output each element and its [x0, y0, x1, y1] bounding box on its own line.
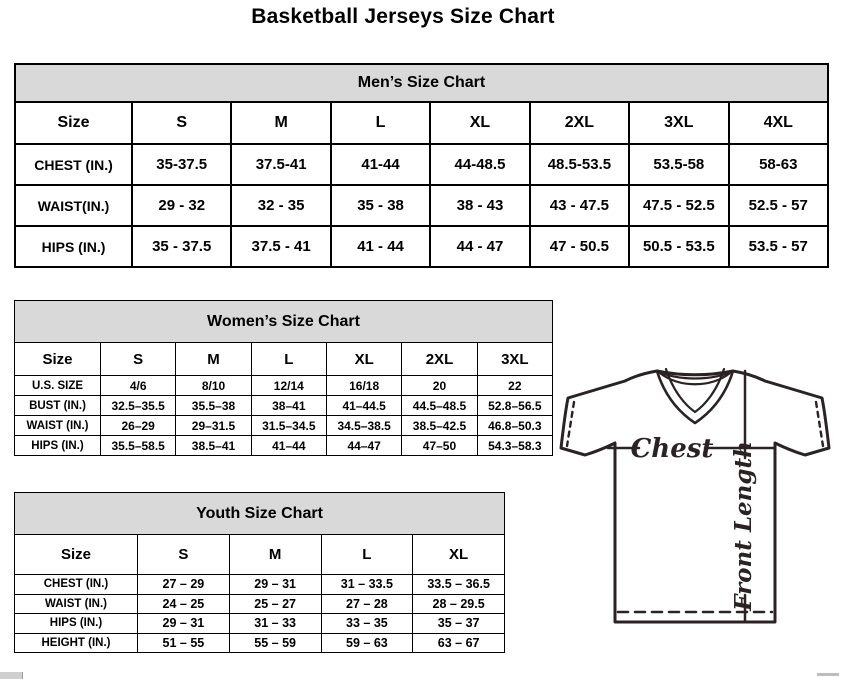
row-label: CHEST (IN.)	[15, 144, 132, 185]
size-column-header: XL	[430, 102, 529, 144]
bottom-left-ui-fragment	[0, 672, 23, 679]
size-column-header: 4XL	[729, 102, 828, 144]
size-value-cell: 58-63	[729, 144, 828, 185]
size-value-cell: 44 - 47	[430, 226, 529, 267]
size-column-header: S	[138, 535, 230, 575]
size-header-cell: Size	[15, 535, 138, 575]
size-value-cell: 29 – 31	[229, 575, 321, 595]
size-value-cell: 31.5–34.5	[251, 416, 326, 436]
size-column-header: L	[251, 343, 326, 376]
size-value-cell: 25 – 27	[229, 594, 321, 614]
size-column-header: M	[176, 343, 251, 376]
table-row	[15, 614, 505, 634]
size-value-cell: 47.5 - 52.5	[629, 185, 728, 226]
size-value-cell: 44–47	[326, 436, 401, 456]
size-value-cell: 27 – 28	[321, 594, 413, 614]
size-value-cell: 55 – 59	[229, 633, 321, 653]
youth-size-table	[14, 492, 505, 653]
row-label: U.S. SIZE	[15, 376, 101, 396]
row-label: HEIGHT (IN.)	[15, 633, 138, 653]
table-title-row	[15, 301, 553, 343]
size-value-cell: 16/18	[326, 376, 401, 396]
size-value-cell: 35.5–38	[176, 396, 251, 416]
size-value-cell: 48.5-53.5	[530, 144, 629, 185]
size-value-cell: 35 - 37.5	[132, 226, 231, 267]
row-label: WAIST (IN.)	[15, 594, 138, 614]
row-label: HIPS (IN.)	[15, 226, 132, 267]
size-value-cell: 38.5–42.5	[402, 416, 477, 436]
size-column-header: L	[331, 102, 430, 144]
size-value-cell: 53.5-58	[629, 144, 728, 185]
size-value-cell: 35 – 37	[413, 614, 505, 634]
table-row	[15, 144, 828, 185]
size-value-cell: 50.5 - 53.5	[629, 226, 728, 267]
size-value-cell: 12/14	[251, 376, 326, 396]
table-row	[15, 185, 828, 226]
size-column-header: M	[229, 535, 321, 575]
size-value-cell: 38 - 43	[430, 185, 529, 226]
size-column-header: 3XL	[629, 102, 728, 144]
table-title: Men’s Size Chart	[15, 64, 828, 102]
size-value-cell: 53.5 - 57	[729, 226, 828, 267]
table-row	[15, 376, 553, 396]
size-value-cell: 29 – 31	[138, 614, 230, 634]
size-value-cell: 47 - 50.5	[530, 226, 629, 267]
row-label: WAIST(IN.)	[15, 185, 132, 226]
size-column-header: S	[101, 343, 176, 376]
size-column-header: M	[231, 102, 330, 144]
row-label: HIPS (IN.)	[15, 436, 101, 456]
jersey-measurement-diagram	[545, 355, 843, 635]
table-row	[15, 416, 553, 436]
size-value-cell: 24 – 25	[138, 594, 230, 614]
size-column-header: 2XL	[530, 102, 629, 144]
size-column-header: 3XL	[477, 343, 552, 376]
column-header-row	[15, 535, 505, 575]
chest-label: Chest	[630, 434, 714, 464]
size-value-cell: 51 – 55	[138, 633, 230, 653]
size-header-cell: Size	[15, 102, 132, 144]
size-value-cell: 59 – 63	[321, 633, 413, 653]
size-value-cell: 38–41	[251, 396, 326, 416]
row-label: BUST (IN.)	[15, 396, 101, 416]
table-row	[15, 633, 505, 653]
size-value-cell: 22	[477, 376, 552, 396]
front-length-label: Front Length	[730, 441, 757, 611]
size-value-cell: 44-48.5	[430, 144, 529, 185]
size-value-cell: 37.5-41	[231, 144, 330, 185]
size-value-cell: 54.3–58.3	[477, 436, 552, 456]
size-value-cell: 33.5 – 36.5	[413, 575, 505, 595]
jersey-outline	[561, 371, 829, 622]
size-column-header: 2XL	[402, 343, 477, 376]
table-row	[15, 575, 505, 595]
table-title: Youth Size Chart	[15, 493, 505, 535]
size-value-cell: 28 – 29.5	[413, 594, 505, 614]
size-header-cell: Size	[15, 343, 101, 376]
size-value-cell: 44.5–48.5	[402, 396, 477, 416]
size-value-cell: 8/10	[176, 376, 251, 396]
table-title-row	[15, 64, 828, 102]
jersey-diagram-svg	[545, 355, 843, 635]
size-value-cell: 46.8–50.3	[477, 416, 552, 436]
size-value-cell: 31 – 33	[229, 614, 321, 634]
row-label: HIPS (IN.)	[15, 614, 138, 634]
size-column-header: XL	[326, 343, 401, 376]
size-value-cell: 43 - 47.5	[530, 185, 629, 226]
size-value-cell: 29–31.5	[176, 416, 251, 436]
size-value-cell: 35-37.5	[132, 144, 231, 185]
size-value-cell: 41–44	[251, 436, 326, 456]
column-header-row	[15, 343, 553, 376]
size-value-cell: 26–29	[101, 416, 176, 436]
size-value-cell: 37.5 - 41	[231, 226, 330, 267]
table-row	[15, 436, 553, 456]
size-value-cell: 41–44.5	[326, 396, 401, 416]
size-value-cell: 4/6	[101, 376, 176, 396]
size-value-cell: 32.5–35.5	[101, 396, 176, 416]
table-row	[15, 226, 828, 267]
size-value-cell: 52.5 - 57	[729, 185, 828, 226]
size-value-cell: 20	[402, 376, 477, 396]
size-value-cell: 29 - 32	[132, 185, 231, 226]
size-value-cell: 41-44	[331, 144, 430, 185]
size-column-header: L	[321, 535, 413, 575]
size-value-cell: 41 - 44	[331, 226, 430, 267]
table-row	[15, 396, 553, 416]
mens-size-table	[14, 63, 829, 268]
bottom-right-ui-fragment	[817, 673, 839, 676]
size-value-cell: 52.8–56.5	[477, 396, 552, 416]
row-label: WAIST (IN.)	[15, 416, 101, 436]
table-title: Women’s Size Chart	[15, 301, 553, 343]
size-value-cell: 47–50	[402, 436, 477, 456]
table-title-row	[15, 493, 505, 535]
size-column-header: XL	[413, 535, 505, 575]
row-label: CHEST (IN.)	[15, 575, 138, 595]
size-value-cell: 27 – 29	[138, 575, 230, 595]
size-value-cell: 32 - 35	[231, 185, 330, 226]
size-column-header: S	[132, 102, 231, 144]
size-value-cell: 63 – 67	[413, 633, 505, 653]
size-value-cell: 33 – 35	[321, 614, 413, 634]
size-value-cell: 38.5–41	[176, 436, 251, 456]
page-title: Basketball Jerseys Size Chart	[251, 5, 555, 28]
womens-size-table	[14, 300, 553, 456]
size-value-cell: 34.5–38.5	[326, 416, 401, 436]
table-row	[15, 594, 505, 614]
size-value-cell: 31 – 33.5	[321, 575, 413, 595]
column-header-row	[15, 102, 828, 144]
size-value-cell: 35 - 38	[331, 185, 430, 226]
size-value-cell: 35.5–58.5	[101, 436, 176, 456]
